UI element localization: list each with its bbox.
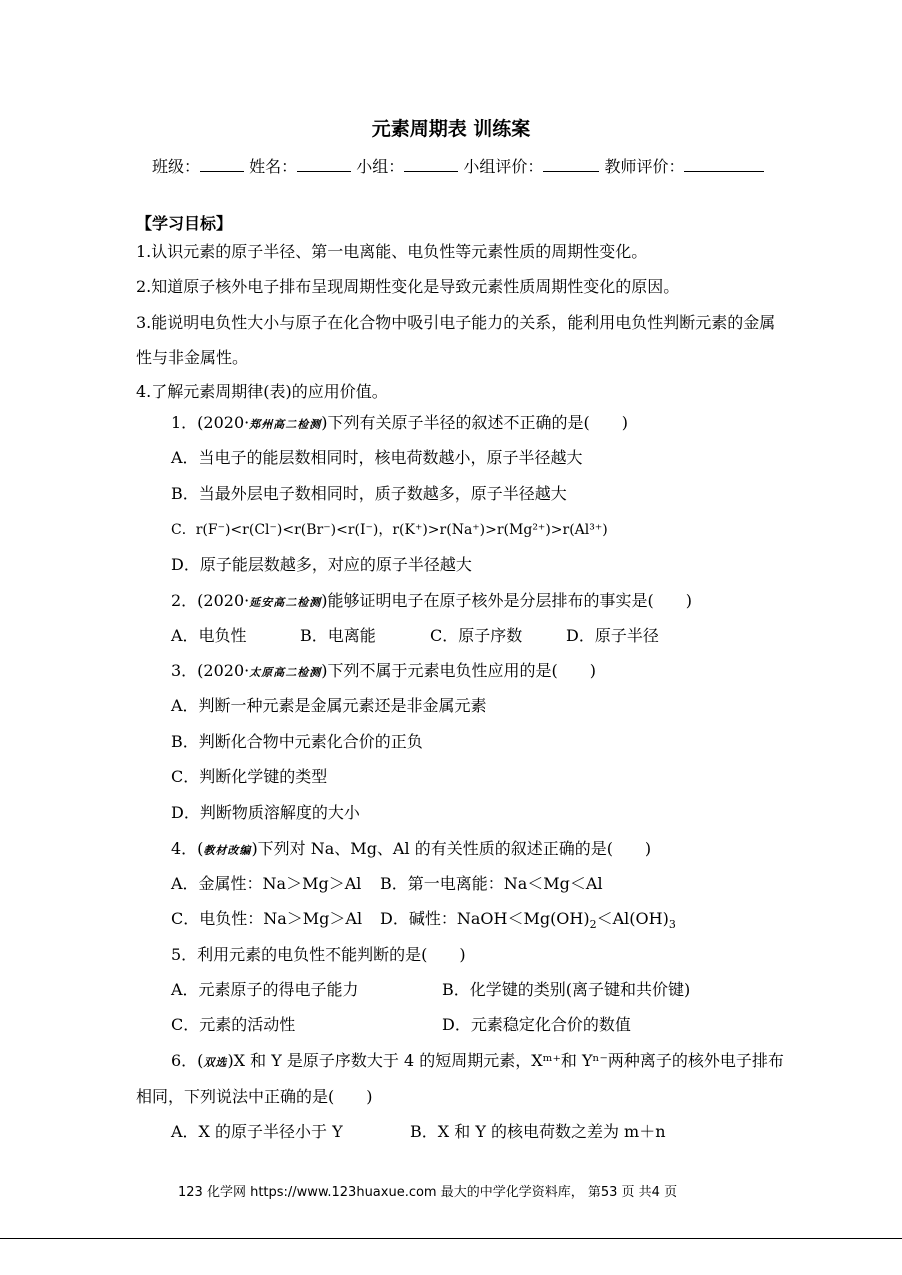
question-1-option-a[interactable]: A．当电子的能层数相同时，核电荷数越小，原子半径越大 xyxy=(171,448,583,467)
question-1-option-d[interactable]: D．原子能层数越多，对应的原子半径越大 xyxy=(171,555,472,574)
question-4-option-c[interactable]: C．电负性：Na＞Mg＞Al xyxy=(171,909,363,928)
question-6-text: )X 和 Y 是原子序数大于 4 的短周期元素，Xᵐ⁺和 Yⁿ⁻两种离子的核外电子排布 xyxy=(227,1051,784,1070)
question-6-option-b[interactable]: B．X 和 Y 的核电荷数之差为 m＋n xyxy=(410,1122,666,1141)
page-title: 元素周期表 训练案 xyxy=(371,118,531,140)
question-4-option-d-text: D．碱性：NaOH＜Mg(OH) xyxy=(380,909,590,928)
question-6-stem xyxy=(171,1051,784,1073)
question-5-option-c[interactable]: C．元素的活动性 xyxy=(171,1015,296,1034)
question-2-option-b[interactable]: B．电离能 xyxy=(300,626,376,645)
name-label: 姓名： xyxy=(249,157,298,176)
question-1-number: 1．(2020· xyxy=(171,413,250,432)
objective-item: 3.能说明电负性大小与原子在化合物中吸引电子能力的关系，能利用电负性判断元素的金属 xyxy=(136,313,776,332)
question-4-stem xyxy=(171,839,651,861)
question-3-stem xyxy=(171,661,596,683)
question-1-option-b[interactable]: B．当最外层电子数相同时，质子数越多，原子半径越大 xyxy=(171,484,567,503)
question-4-option-d[interactable] xyxy=(380,909,676,935)
question-5-option-a[interactable]: A．元素原子的得电子能力 xyxy=(171,980,359,999)
subscript: 3 xyxy=(668,918,676,932)
class-label: 班级： xyxy=(152,157,201,176)
question-4-option-d-text: ＜Al(OH) xyxy=(596,909,669,928)
question-3-source-tag: 太原高二检测 xyxy=(249,666,322,679)
question-4-source-tag: 教材改编 xyxy=(203,844,252,857)
group-blank[interactable] xyxy=(404,157,458,172)
question-1-option-c[interactable]: C．r(F⁻)<r(Cl⁻)<r(Br⁻)<r(I⁻)，r(K⁺)>r(Na⁺)>r(Mg²⁺)>r(Al³⁺) xyxy=(171,522,608,538)
question-3-option-b[interactable]: B．判断化合物中元素化合价的正负 xyxy=(171,732,423,751)
question-4-option-a[interactable]: A．金属性：Na＞Mg＞Al xyxy=(171,874,362,893)
question-6-type-tag: 双选 xyxy=(203,1056,228,1069)
subscript: 2 xyxy=(589,918,597,932)
question-1-stem xyxy=(171,413,628,435)
question-3-option-d[interactable]: D．判断物质溶解度的大小 xyxy=(171,803,360,822)
group-eval-blank[interactable] xyxy=(543,157,599,172)
question-2-option-d[interactable]: D．原子半径 xyxy=(566,626,659,645)
question-3-number: 3．(2020· xyxy=(171,661,250,680)
objectives-heading: 【学习目标】 xyxy=(136,214,233,233)
objective-item: 性与非金属性。 xyxy=(136,348,249,367)
page-footer: 123 化学网 https://www.123huaxue.com 最大的中学化学资料库， 第53 页 共4 页 xyxy=(178,1185,678,1200)
question-1-source-tag: 郑州高二检测 xyxy=(249,418,322,431)
question-4-text: )下列对 Na、Mg、Al 的有关性质的叙述正确的是( ) xyxy=(251,839,652,858)
question-5-stem: 5．利用元素的电负性不能判断的是( ) xyxy=(171,945,466,964)
footer-divider xyxy=(0,1238,902,1239)
question-5-option-d[interactable]: D．元素稳定化合价的数值 xyxy=(442,1015,631,1034)
question-2-text: )能够证明电子在原子核外是分层排布的事实是( ) xyxy=(321,591,692,610)
question-3-option-a[interactable]: A．判断一种元素是金属元素还是非金属元素 xyxy=(171,696,487,715)
name-blank[interactable] xyxy=(297,157,351,172)
objective-item: 4.了解元素周期律(表)的应用价值。 xyxy=(136,382,388,401)
question-6-option-a[interactable]: A．X 的原子半径小于 Y xyxy=(171,1122,343,1141)
student-info-row xyxy=(152,154,764,177)
question-1-text: )下列有关原子半径的叙述不正确的是( ) xyxy=(321,413,628,432)
group-label: 小组： xyxy=(356,157,405,176)
question-2-source-tag: 延安高二检测 xyxy=(249,596,322,609)
question-3-option-c[interactable]: C．判断化学键的类型 xyxy=(171,767,328,786)
group-eval-label: 小组评价： xyxy=(463,157,544,176)
question-3-text: )下列不属于元素电负性应用的是( ) xyxy=(321,661,596,680)
question-4-option-b[interactable]: B．第一电离能：Na＜Mg＜Al xyxy=(380,874,603,893)
class-blank[interactable] xyxy=(200,157,244,172)
question-2-stem xyxy=(171,591,692,613)
question-6-stem-continued: 相同，下列说法中正确的是( ) xyxy=(136,1087,373,1106)
question-2-number: 2．(2020· xyxy=(171,591,250,610)
question-5-option-b[interactable]: B．化学键的类别(离子键和共价键) xyxy=(442,980,691,999)
objective-item: 2.知道原子核外电子排布呈现周期性变化是导致元素性质周期性变化的原因。 xyxy=(136,277,680,296)
teacher-eval-blank[interactable] xyxy=(684,157,764,172)
question-2-option-a[interactable]: A．电负性 xyxy=(171,626,247,645)
question-2-option-c[interactable]: C．原子序数 xyxy=(430,626,523,645)
teacher-eval-label: 教师评价： xyxy=(604,157,685,176)
question-4-number: 4．( xyxy=(171,839,204,858)
question-6-number: 6．( xyxy=(171,1051,204,1070)
objective-item: 1.认识元素的原子半径、第一电离能、电负性等元素性质的周期性变化。 xyxy=(136,242,648,261)
